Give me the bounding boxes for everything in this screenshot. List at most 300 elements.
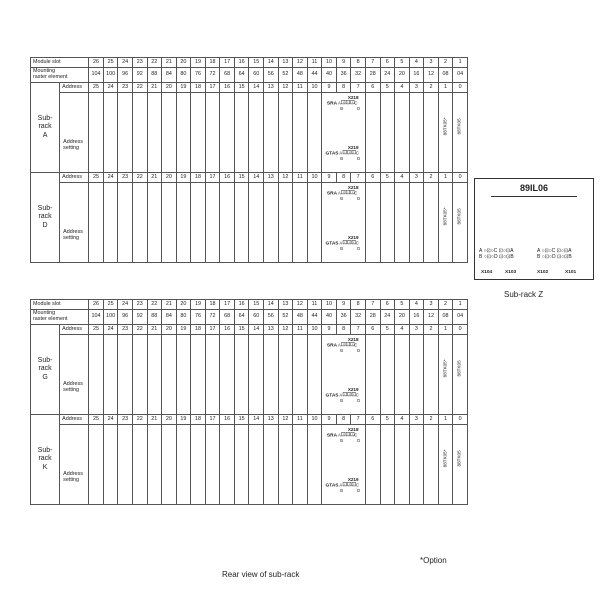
module-slot-label: Module slot [31,300,89,310]
slot-body-cell [395,335,410,415]
slot-body-cell [438,425,453,505]
slot-body-cell [424,425,439,505]
card-optional-label: 88TK05* [442,207,448,225]
subrack-z-diagram [474,178,594,280]
address-cell: 16 [220,173,235,183]
slot-body-cell [453,93,468,173]
module-slot-cell: 23 [132,300,147,310]
slot-body-cell [132,425,147,505]
address-cell: 14 [249,325,264,335]
address-cell: 16 [220,325,235,335]
address-cell: 2 [424,173,439,183]
jumper-icon: ⊡⊡⊡ [342,482,356,489]
slot-body-cell [409,425,424,505]
module-slot-cell: 13 [278,300,293,310]
module-slot-cell: 7 [365,300,380,310]
raster-cell: 24 [380,68,395,83]
slot-body-cell [293,93,308,173]
raster-cell: 28 [365,68,380,83]
address-cell: 1 [438,325,453,335]
jumper-side-label: SRA [326,433,338,439]
jumper-id: X218 [347,185,359,190]
label-x103: X103 [505,270,517,275]
jumper-icon: ⊡⊡⊡ [342,240,356,247]
label-x101: X101 [565,270,577,275]
address-cell: 12 [278,173,293,183]
module-slot-cell: 5 [395,58,410,68]
module-slot-cell: 15 [249,300,264,310]
module-slot-cell: 10 [322,300,337,310]
slot-body-cell [380,183,395,263]
module-slot-cell: 19 [191,58,206,68]
module-slot-cell: 9 [336,58,351,68]
module-slot-cell: 26 [89,300,104,310]
slot-body-cell [249,183,264,263]
address-cell: 23 [118,173,133,183]
slot-body-cell [409,183,424,263]
module-slot-cell: 11 [307,58,322,68]
raster-cell: 96 [118,310,133,325]
module-slot-cell: 18 [205,58,220,68]
address-cell: 1 [438,415,453,425]
address-cell: 20 [162,83,177,93]
address-cell: 10 [307,173,322,183]
address-cell: 8 [336,415,351,425]
raster-cell: 88 [147,310,162,325]
slot-body-cell [322,183,366,263]
module-slot-cell: 4 [409,58,424,68]
jumper-side-label: GTAS [325,393,339,399]
pin-c: C [355,240,359,246]
label-x102: X102 [537,270,549,275]
module-slot-cell: 10 [322,58,337,68]
address-cell: 12 [278,325,293,335]
rack-label: Sub- rack D [31,173,60,263]
address-cell: 21 [147,325,162,335]
raster-cell: 68 [220,310,235,325]
address-cell: 23 [118,325,133,335]
module-slot-cell: 14 [264,58,279,68]
module-slot-cell: 1 [453,58,468,68]
address-cell: 11 [293,415,308,425]
slot-body-cell [234,335,249,415]
slot-body-cell [293,425,308,505]
address-cell: 18 [191,83,206,93]
address-cell: 21 [147,173,162,183]
card-label-wrap [453,443,467,473]
jumper-icon: ⊡⊡⊡ [340,342,355,349]
slot-body-cell [89,425,104,505]
slot-body-cell [132,335,147,415]
module-slot-cell: 21 [162,58,177,68]
address-label: Address [60,83,89,93]
address-cell: 18 [191,173,206,183]
module-slot-cell: 23 [132,58,147,68]
module-slot-cell: 16 [234,58,249,68]
slot-body-cell [249,335,264,415]
module-slot-cell: 17 [220,300,235,310]
label-x104: X104 [481,270,493,275]
jumper-id: X218 [347,95,359,100]
figure-caption: Rear view of sub-rack [222,570,300,579]
address-cell: 0 [453,83,468,93]
module-slot-cell: 22 [147,58,162,68]
address-label: Address [60,325,89,335]
module-slot-cell: 6 [380,58,395,68]
address-cell: 6 [365,173,380,183]
address-cell: 24 [103,173,118,183]
raster-cell: 32 [351,310,366,325]
jumper-side-label: SRA [326,101,338,107]
slot-body-cell [234,425,249,505]
raster-cell: 100 [103,310,118,325]
address-cell: 22 [132,325,147,335]
slot-body-cell [162,183,177,263]
raster-cell: 08 [438,68,453,83]
module-slot-cell: 13 [278,58,293,68]
address-cell: 4 [395,83,410,93]
jumper-icon: ⊡⊡⊡ [340,190,355,197]
subrack-table-bottom [30,299,468,505]
raster-cell: 84 [162,310,177,325]
raster-cell: 48 [293,310,308,325]
sra-jumper [324,185,360,201]
slot-body-cell [322,335,366,415]
address-cell: 6 [365,415,380,425]
address-cell: 24 [103,325,118,335]
address-cell: 4 [395,415,410,425]
module-slot-cell: 2 [438,300,453,310]
address-cell: 12 [278,415,293,425]
raster-cell: 60 [249,310,264,325]
raster-cell: 76 [191,310,206,325]
address-cell: 3 [409,173,424,183]
sra-jumper [324,337,360,353]
slot-body-cell [307,93,322,173]
address-cell: 10 [307,325,322,335]
raster-cell: 36 [336,310,351,325]
address-cell: 22 [132,173,147,183]
slot-body-cell [438,93,453,173]
slot-body-cell [278,183,293,263]
address-cell: 22 [132,83,147,93]
raster-cell: 40 [322,310,337,325]
slot-body-cell [365,93,380,173]
address-cell: 13 [264,173,279,183]
pin-c: C [354,342,358,348]
address-cell: 7 [351,83,366,93]
address-cell: 23 [118,415,133,425]
raster-cell: 80 [176,68,191,83]
pin-a: A [338,432,341,438]
address-cell: 19 [176,83,191,93]
card-optional-label: 88TK05* [442,449,448,467]
module-slot-cell: 9 [336,300,351,310]
address-cell: 24 [103,83,118,93]
card-label-wrap [439,111,453,141]
raster-cell: 32 [351,68,366,83]
address-cell: 5 [380,415,395,425]
mounting-raster-label: Mounting raster element [31,310,89,325]
slot-body-cell [322,93,366,173]
jumper-icon: ⊡⊡⊡ [340,432,355,439]
slot-body-cell [118,335,133,415]
raster-cell: 60 [249,68,264,83]
address-cell: 11 [293,325,308,335]
slot-body-cell [220,425,235,505]
address-cell: 7 [351,415,366,425]
module-slot-cell: 8 [351,58,366,68]
connector-x102-x101: A ○⊡○C ⊡○⊡A B ○⊡○D ⊡○⊡B [537,248,572,260]
connector-x104-x103: A ○⊡○C ⊡○⊡A B ○⊡○D ⊡○⊡B [479,248,514,260]
address-cell: 0 [453,173,468,183]
address-cell: 3 [409,325,424,335]
module-slot-cell: 8 [351,300,366,310]
jumper-side-label: GTAS [325,151,339,157]
module-slot-cell: 3 [424,58,439,68]
pin-d: D [357,195,361,201]
address-cell: 5 [380,83,395,93]
slot-body-cell [380,93,395,173]
raster-cell: 16 [409,310,424,325]
slot-body-cell [103,425,118,505]
slot-body-cell [293,335,308,415]
slot-body-cell [205,425,220,505]
card-optional-label: 88TK05* [442,359,448,377]
module-slot-cell: 18 [205,300,220,310]
slot-body-cell [424,93,439,173]
address-cell: 12 [278,83,293,93]
slot-body-cell [89,183,104,263]
module-slot-cell: 25 [103,300,118,310]
slot-body-cell [147,335,162,415]
slot-body-cell [307,335,322,415]
module-slot-cell: 24 [118,58,133,68]
raster-cell: 44 [307,68,322,83]
address-cell: 19 [176,415,191,425]
slot-body-cell [162,335,177,415]
raster-cell: 36 [336,68,351,83]
address-cell: 19 [176,325,191,335]
address-cell: 9 [322,173,337,183]
slot-body-cell [191,425,206,505]
slot-body-cell [220,335,235,415]
raster-cell: 68 [220,68,235,83]
subrack-z-caption: Sub-rack Z [504,290,544,299]
address-cell: 4 [395,325,410,335]
address-cell: 17 [205,415,220,425]
address-cell: 7 [351,325,366,335]
address-cell: 13 [264,325,279,335]
raster-cell: 28 [365,310,380,325]
slot-body-cell [147,93,162,173]
module-slot-cell: 17 [220,58,235,68]
address-cell: 10 [307,415,322,425]
slot-body-cell [249,93,264,173]
slot-body-cell [395,425,410,505]
module-slot-cell: 4 [409,300,424,310]
raster-cell: 100 [103,68,118,83]
slot-body-cell [176,425,191,505]
address-cell: 25 [89,173,104,183]
address-cell: 9 [322,83,337,93]
raster-cell: 84 [162,68,177,83]
mounting-raster-label: Mounting raster element [31,68,89,83]
jumper-side-label: GTAS [325,241,339,247]
address-cell: 21 [147,83,162,93]
jumper-id: X219 [347,235,359,240]
raster-cell: 12 [424,68,439,83]
address-cell: 25 [89,325,104,335]
address-cell: 15 [234,173,249,183]
slot-body-cell [162,425,177,505]
address-cell: 16 [220,415,235,425]
rack-label: Sub- rack A [31,83,60,173]
slot-body-cell [453,183,468,263]
raster-cell: 56 [264,310,279,325]
card-label-wrap [439,201,453,231]
pin-b: B [340,155,344,161]
gtas-jumper [324,235,360,251]
slot-body-cell [132,183,147,263]
address-cell: 7 [351,173,366,183]
address-cell: 17 [205,173,220,183]
raster-cell: 80 [176,310,191,325]
slot-body-cell [220,183,235,263]
slot-body-cell [103,183,118,263]
address-cell: 15 [234,415,249,425]
slot-body-cell [453,335,468,415]
address-setting-label: Address setting [60,335,89,415]
raster-cell: 24 [380,310,395,325]
slot-body-cell [264,335,279,415]
module-slot-cell: 1 [453,300,468,310]
slot-body-cell [205,93,220,173]
address-cell: 10 [307,83,322,93]
address-cell: 18 [191,415,206,425]
module-slot-cell: 22 [147,300,162,310]
raster-cell: 92 [132,310,147,325]
slot-body-cell [220,93,235,173]
sra-jumper [324,95,360,111]
slot-body-cell [205,335,220,415]
address-cell: 14 [249,415,264,425]
pin-c: C [355,392,359,398]
address-cell: 18 [191,325,206,335]
pin-a: A [339,150,343,156]
subrack-table-top [30,57,468,263]
module-slot-cell: 14 [264,300,279,310]
address-cell: 24 [103,415,118,425]
module-slot-cell: 12 [293,58,308,68]
jumper-id: X219 [347,477,359,482]
jumper-id: X218 [347,427,359,432]
address-cell: 20 [162,325,177,335]
pin-a: A [339,392,343,398]
jumper-side-label: GTAS [325,483,339,489]
address-cell: 1 [438,83,453,93]
slot-body-cell [395,93,410,173]
gtas-jumper [324,387,360,403]
address-cell: 11 [293,173,308,183]
slot-body-cell [264,425,279,505]
module-slot-cell: 7 [365,58,380,68]
raster-cell: 104 [89,68,104,83]
slot-body-cell [234,183,249,263]
module-slot-cell: 20 [176,58,191,68]
slot-body-cell [278,335,293,415]
raster-cell: 20 [395,310,410,325]
card-optional-label: 88TK05* [442,117,448,135]
sra-jumper [324,427,360,443]
gtas-jumper [324,145,360,161]
jumper-side-label: SRA [326,343,338,349]
address-cell: 22 [132,415,147,425]
slot-body-cell [264,93,279,173]
slot-body-cell [89,335,104,415]
rack-label: Sub- rack K [31,415,60,505]
raster-cell: 72 [205,310,220,325]
raster-cell: 16 [409,68,424,83]
address-cell: 25 [89,415,104,425]
jumper-id: X218 [347,337,359,342]
pin-b: B [340,245,344,251]
slot-body-cell [278,425,293,505]
slot-body-cell [307,425,322,505]
module-slot-cell: 24 [118,300,133,310]
slot-body-cell [118,93,133,173]
module-slot-label: Module slot [31,58,89,68]
raster-cell: 76 [191,68,206,83]
module-slot-cell: 2 [438,58,453,68]
module-slot-cell: 16 [234,300,249,310]
raster-cell: 20 [395,68,410,83]
pin-d: D [357,397,361,403]
slot-body-cell [365,425,380,505]
pin-a: A [339,240,343,246]
slot-body-cell [89,93,104,173]
card-label-wrap [439,443,453,473]
slot-body-cell [132,93,147,173]
slot-body-cell [103,93,118,173]
address-cell: 15 [234,83,249,93]
raster-cell: 104 [89,310,104,325]
module-slot-cell: 3 [424,300,439,310]
slot-body-cell [234,93,249,173]
slot-body-cell [453,425,468,505]
address-setting-label: Address setting [60,425,89,505]
address-cell: 16 [220,83,235,93]
gtas-jumper [324,477,360,493]
address-cell: 9 [322,415,337,425]
pin-d: D [357,347,361,353]
card-label-wrap [439,353,453,383]
slot-body-cell [249,425,264,505]
address-cell: 20 [162,415,177,425]
pin-b: B [340,105,344,111]
slot-body-cell [118,425,133,505]
card-label-wrap [453,353,467,383]
module-slot-cell: 25 [103,58,118,68]
address-cell: 25 [89,83,104,93]
raster-cell: 44 [307,310,322,325]
pin-c: C [355,150,359,156]
slot-body-cell [424,335,439,415]
jumper-side-label: SRA [326,191,338,197]
address-cell: 6 [365,325,380,335]
slot-body-cell [365,335,380,415]
address-cell: 11 [293,83,308,93]
